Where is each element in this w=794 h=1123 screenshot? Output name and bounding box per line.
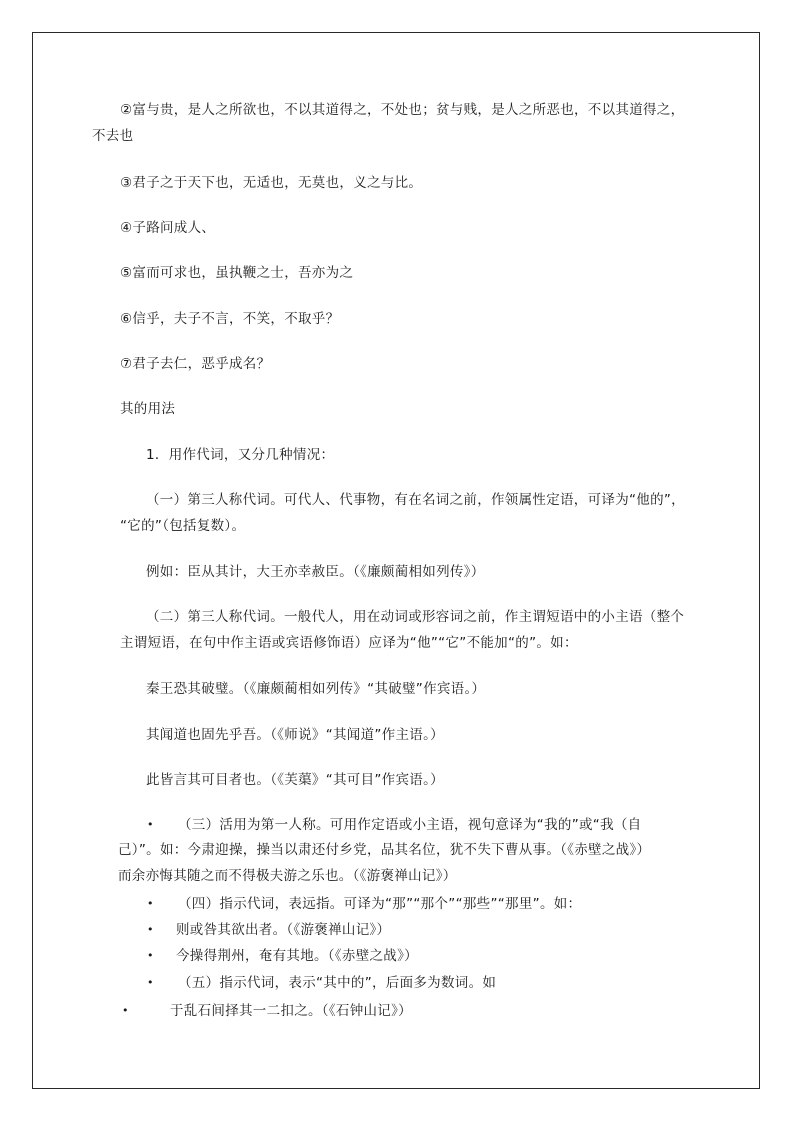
example-2-line-1: ②富与贵，是人之所欲也，不以其道得之，不处也；贫与贱，是人之所恶也，不以其道得之， <box>120 102 685 118</box>
usage-1-heading: 1．用作代词，又分几种情况： <box>146 447 335 463</box>
example-7: ⑦君子去仁，恶乎成名？ <box>120 356 271 372</box>
usage-1a-line-1: （一）第三人称代词。可代人、代事物，有在名词之前，作领属性定语，可译为“他的”， <box>146 492 685 508</box>
usage-1e-line-1: （五）指示代词，表示“其中的”，后面多为数词。如 <box>178 975 497 991</box>
bullet-2: • <box>147 897 154 910</box>
example-4: ④子路问成人、 <box>120 220 216 236</box>
bullet-5: • <box>147 976 154 989</box>
usage-1d-example-1: 则或咎其欲出者。（《游褒禅山记》） <box>176 922 391 938</box>
usage-1b-example-3: 此皆言其可目者也。（《芙蕖》“其可目”作宾语。） <box>146 772 444 788</box>
usage-1b-line-1: （二）第三人称代词。一般代人，用在动词或形容词之前，作主谓短语中的小主语（整个 <box>146 609 685 625</box>
usage-1a-example: 例如：臣从其计，大王亦幸赦臣。（《廉颇蔺相如列传》） <box>146 564 485 580</box>
example-2-line-2: 不去也 <box>92 128 134 144</box>
usage-1e-example-1: 于乱石间择其一二扣之。（《石钟山记》） <box>170 1003 412 1019</box>
example-6: ⑥信乎，夫子不言，不笑，不取乎？ <box>120 311 340 327</box>
bullet-6: • <box>122 1004 129 1017</box>
bullet-3: • <box>147 923 154 936</box>
usage-1c-line-2: 己）”。如：今肃迎操，操当以肃还付乡党，品其名位，犹不失下曹从事。（《赤壁之战》） <box>118 842 651 858</box>
bullet-4: • <box>147 949 154 962</box>
example-3: ③君子之于天下也，无适也，无莫也，义之与比。 <box>120 175 423 191</box>
usage-1d-line-1: （四）指示代词，表远指。可译为“那”“那个”“那些”“那里”。如： <box>178 896 582 912</box>
example-5: ⑤富而可求也，虽执鞭之士，吾亦为之 <box>120 265 354 281</box>
usage-1d-example-2: 今操得荆州，奄有其地。（《赤壁之战》） <box>176 948 418 964</box>
usage-1b-example-2: 其闻道也固先乎吾。（《师说》“其闻道”作主语。） <box>146 727 444 743</box>
bullet-1: • <box>147 818 154 831</box>
section-heading: 其的用法 <box>120 401 176 417</box>
usage-1c-line-3: 而余亦悔其随之而不得极夫游之乐也。（《游褒禅山记》） <box>118 868 457 884</box>
usage-1b-line-2: 主谓短语，在句中作主语或宾语修饰语）应译为“他”“它”不能加“的”。如： <box>120 635 578 651</box>
usage-1b-example-1: 秦王恐其破璧。（《廉颇蔺相如列传》“其破璧”作宾语。） <box>146 681 486 697</box>
usage-1a-line-2: “它的”（包括复数）。 <box>120 518 246 534</box>
usage-1c-line-1: （三）活用为第一人称。可用作定语或小主语，视句意译为“我的”或“我（自 <box>178 817 642 833</box>
